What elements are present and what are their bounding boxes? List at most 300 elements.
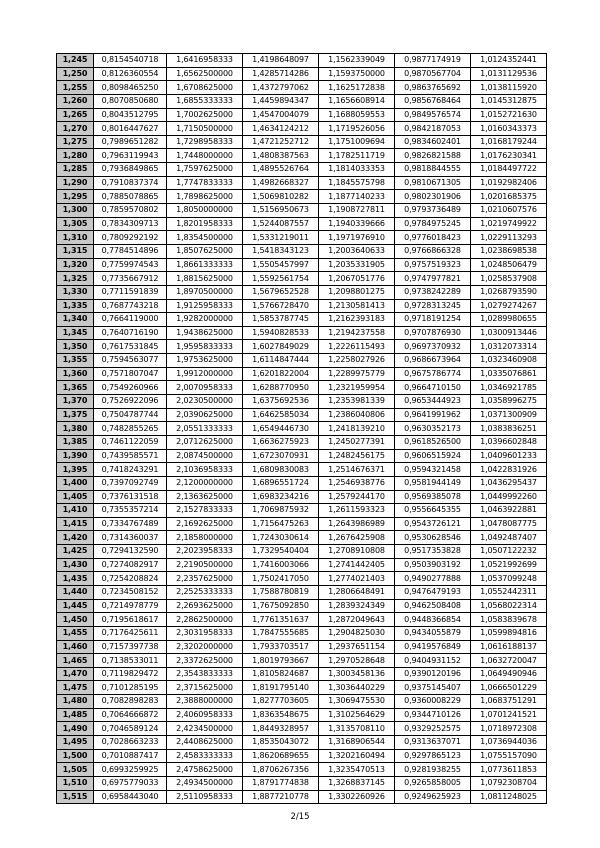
table-cell: 0,7355357214 <box>94 504 167 518</box>
table-cell: 1,0507122232 <box>471 545 547 559</box>
table-cell: 1,5505457997 <box>243 258 319 272</box>
table-cell: 2,0390625000 <box>167 408 243 422</box>
table-cell: 0,9543726121 <box>395 517 471 531</box>
table-cell: 1,4372797062 <box>243 81 319 95</box>
table-cell: 0,7439585571 <box>94 449 167 463</box>
table-cell: 1,9125958333 <box>167 299 243 313</box>
table-cell: 1,3302260926 <box>319 790 395 804</box>
table-row <box>57 395 547 409</box>
table-cell: 1,0422831926 <box>471 463 547 477</box>
table-row <box>57 367 547 381</box>
table-cell: 1,2676425908 <box>319 531 395 545</box>
table-cell: 1,1814033353 <box>319 163 395 177</box>
table-cell: 1,3235470513 <box>319 763 395 777</box>
table-cell: 1,2003640633 <box>319 244 395 258</box>
table-row <box>57 231 547 245</box>
table-row <box>57 626 547 640</box>
table-cell: 1,8191795140 <box>243 681 319 695</box>
table-cell: 1,0521992699 <box>471 558 547 572</box>
table-cell: 0,9517353828 <box>395 545 471 559</box>
table-cell: 2,2023958333 <box>167 545 243 559</box>
table-row <box>57 190 547 204</box>
table-cell: 1,7502417050 <box>243 572 319 586</box>
table-cell: 1,2806648491 <box>319 585 395 599</box>
table-cell: 0,7461122059 <box>94 435 167 449</box>
table-cell: 0,9476479193 <box>395 585 471 599</box>
table-cell: 1,8706267356 <box>243 763 319 777</box>
table-cell: 1,0396602848 <box>471 435 547 449</box>
table-row <box>57 54 547 68</box>
table-row <box>57 408 547 422</box>
row-key-cell: 1,285 <box>57 163 94 177</box>
table-cell: 0,9344710126 <box>395 708 471 722</box>
table-cell: 1,2708910808 <box>319 545 395 559</box>
table-cell: 1,2450277391 <box>319 435 395 449</box>
table-cell: 1,7898625000 <box>167 190 243 204</box>
table-cell: 1,4547004079 <box>243 108 319 122</box>
table-cell: 0,9653444923 <box>395 395 471 409</box>
table-row <box>57 640 547 654</box>
table-cell: 1,2482456175 <box>319 449 395 463</box>
table-cell: 1,0145312875 <box>471 94 547 108</box>
table-cell: 1,0335076861 <box>471 367 547 381</box>
table-cell: 0,9581944149 <box>395 476 471 490</box>
table-row <box>57 763 547 777</box>
table-cell: 0,9630352173 <box>395 422 471 436</box>
table-cell: 1,0492487407 <box>471 531 547 545</box>
table-cell: 1,3069475530 <box>319 695 395 709</box>
table-row <box>57 776 547 790</box>
row-key-cell: 1,375 <box>57 408 94 422</box>
table-cell: 1,2226115493 <box>319 340 395 354</box>
table-cell: 1,2353981339 <box>319 395 395 409</box>
row-key-cell: 1,390 <box>57 449 94 463</box>
table-cell: 0,9766866328 <box>395 244 471 258</box>
table-cell: 0,7859570802 <box>94 204 167 218</box>
row-key-cell: 1,255 <box>57 81 94 95</box>
row-key-cell: 1,405 <box>57 490 94 504</box>
table-cell: 0,7936849865 <box>94 163 167 177</box>
table-row <box>57 258 547 272</box>
table-cell: 0,7010887417 <box>94 749 167 763</box>
row-key-cell: 1,365 <box>57 381 94 395</box>
row-key-cell: 1,340 <box>57 313 94 327</box>
row-key-cell: 1,310 <box>57 231 94 245</box>
table-cell: 1,2289975779 <box>319 367 395 381</box>
table-cell: 1,7156475263 <box>243 517 319 531</box>
table-cell: 1,0323460908 <box>471 354 547 368</box>
table-cell: 1,0755157090 <box>471 749 547 763</box>
row-key-cell: 1,475 <box>57 681 94 695</box>
table-cell: 2,3715625000 <box>167 681 243 695</box>
table-cell: 1,0219749922 <box>471 217 547 231</box>
table-cell: 1,0300913446 <box>471 326 547 340</box>
table-cell: 1,0701241521 <box>471 708 547 722</box>
table-cell: 1,7847555685 <box>243 626 319 640</box>
table-cell: 1,8449328957 <box>243 722 319 736</box>
table-row <box>57 517 547 531</box>
table-cell: 0,9618526500 <box>395 435 471 449</box>
table-cell: 0,9802301906 <box>395 190 471 204</box>
table-cell: 0,9265858005 <box>395 776 471 790</box>
row-key-cell: 1,435 <box>57 572 94 586</box>
row-key-cell: 1,450 <box>57 613 94 627</box>
table-cell: 1,0736944036 <box>471 736 547 750</box>
table-cell: 0,9793736489 <box>395 204 471 218</box>
table-cell: 1,8535043072 <box>243 736 319 750</box>
table-cell: 0,7119829472 <box>94 667 167 681</box>
table-cell: 1,6723070931 <box>243 449 319 463</box>
table-cell: 1,0138115920 <box>471 81 547 95</box>
table-cell: 1,2546938776 <box>319 476 395 490</box>
table-row <box>57 67 547 81</box>
table-cell: 0,9462508408 <box>395 599 471 613</box>
table-cell: 1,6027849029 <box>243 340 319 354</box>
table-cell: 1,1940339666 <box>319 217 395 231</box>
table-cell: 0,6958443040 <box>94 790 167 804</box>
table-cell: 0,7594563077 <box>94 354 167 368</box>
table-cell: 0,9818844555 <box>395 163 471 177</box>
table-cell: 0,9329252575 <box>395 722 471 736</box>
table-cell: 1,7448000000 <box>167 149 243 163</box>
table-cell: 2,1692625000 <box>167 517 243 531</box>
table-cell: 1,0436295437 <box>471 476 547 490</box>
table-cell: 1,6809830083 <box>243 463 319 477</box>
table-row <box>57 272 547 286</box>
data-table <box>56 53 547 804</box>
row-key-cell: 1,335 <box>57 299 94 313</box>
row-key-cell: 1,395 <box>57 463 94 477</box>
table-cell: 2,3202000000 <box>167 640 243 654</box>
table-cell: 1,2643986989 <box>319 517 395 531</box>
table-cell: 2,4934500000 <box>167 776 243 790</box>
table-cell: 1,8970500000 <box>167 285 243 299</box>
table-cell: 1,2872049643 <box>319 613 395 627</box>
table-cell: 1,1845575798 <box>319 176 395 190</box>
table-cell: 0,7711591839 <box>94 285 167 299</box>
table-cell: 2,0070958333 <box>167 381 243 395</box>
table-row <box>57 108 547 122</box>
row-key-cell: 1,345 <box>57 326 94 340</box>
row-key-cell: 1,270 <box>57 122 94 136</box>
table-cell: 1,2611593323 <box>319 504 395 518</box>
table-cell: 1,2386040806 <box>319 408 395 422</box>
table-cell: 1,7298958333 <box>167 135 243 149</box>
table-cell: 1,0792308704 <box>471 776 547 790</box>
table-cell: 1,0718972308 <box>471 722 547 736</box>
row-key-cell: 1,245 <box>57 54 94 68</box>
table-cell: 1,5940828533 <box>243 326 319 340</box>
table-cell: 0,9697370932 <box>395 340 471 354</box>
table-row <box>57 667 547 681</box>
table-cell: 1,0358996275 <box>471 395 547 409</box>
table-cell: 0,7234508152 <box>94 585 167 599</box>
table-cell: 1,5418343123 <box>243 244 319 258</box>
table-row <box>57 340 547 354</box>
table-cell: 2,3543833333 <box>167 667 243 681</box>
table-cell: 1,5853787745 <box>243 313 319 327</box>
table-row <box>57 708 547 722</box>
table-cell: 2,2693625000 <box>167 599 243 613</box>
table-cell: 1,0176230341 <box>471 149 547 163</box>
table-cell: 0,9664710150 <box>395 381 471 395</box>
table-cell: 1,8363548675 <box>243 708 319 722</box>
table-cell: 2,0230500000 <box>167 395 243 409</box>
table-cell: 1,1562339049 <box>319 54 395 68</box>
table-cell: 1,0248506479 <box>471 258 547 272</box>
table-cell: 1,7747833333 <box>167 176 243 190</box>
table-cell: 1,6288770950 <box>243 381 319 395</box>
table-cell: 1,4982668327 <box>243 176 319 190</box>
table-cell: 1,2194237558 <box>319 326 395 340</box>
table-cell: 1,7933703517 <box>243 640 319 654</box>
table-cell: 1,7069875932 <box>243 504 319 518</box>
row-key-cell: 1,425 <box>57 545 94 559</box>
table-cell: 0,7101285195 <box>94 681 167 695</box>
table-cell: 1,0184497722 <box>471 163 547 177</box>
table-cell: 1,0773611853 <box>471 763 547 777</box>
table-cell: 1,8815625000 <box>167 272 243 286</box>
table-cell: 1,3268837145 <box>319 776 395 790</box>
row-key-cell: 1,295 <box>57 190 94 204</box>
table-cell: 1,0449992260 <box>471 490 547 504</box>
table-row <box>57 381 547 395</box>
table-row <box>57 163 547 177</box>
table-cell: 1,6562500000 <box>167 67 243 81</box>
table-cell: 0,7504787744 <box>94 408 167 422</box>
table-cell: 0,9297865123 <box>395 749 471 763</box>
table-row <box>57 313 547 327</box>
table-cell: 1,0666501229 <box>471 681 547 695</box>
table-cell: 2,0712625000 <box>167 435 243 449</box>
row-key-cell: 1,360 <box>57 367 94 381</box>
table-cell: 1,2035331905 <box>319 258 395 272</box>
table-cell: 1,1656608914 <box>319 94 395 108</box>
table-cell: 1,0131129536 <box>471 67 547 81</box>
table-cell: 0,9641991962 <box>395 408 471 422</box>
table-row <box>57 176 547 190</box>
table-row <box>57 490 547 504</box>
row-key-cell: 1,275 <box>57 135 94 149</box>
table-cell: 1,7329540404 <box>243 545 319 559</box>
table-cell: 0,6993259925 <box>94 763 167 777</box>
table-cell: 1,2904825030 <box>319 626 395 640</box>
table-cell: 1,9595833333 <box>167 340 243 354</box>
table-cell: 1,8050000000 <box>167 204 243 218</box>
table-cell: 1,0649490946 <box>471 667 547 681</box>
table-cell: 2,3888000000 <box>167 695 243 709</box>
row-key-cell: 1,330 <box>57 285 94 299</box>
table-cell: 1,4721252712 <box>243 135 319 149</box>
table-cell: 1,7597625000 <box>167 163 243 177</box>
table-cell: 0,7397092749 <box>94 476 167 490</box>
table-row <box>57 435 547 449</box>
table-cell: 0,9826821588 <box>395 149 471 163</box>
table-cell: 1,8277703605 <box>243 695 319 709</box>
row-key-cell: 1,485 <box>57 708 94 722</box>
table-cell: 1,3036440229 <box>319 681 395 695</box>
row-key-cell: 1,455 <box>57 626 94 640</box>
table-cell: 0,9375145407 <box>395 681 471 695</box>
table-cell: 1,0258537908 <box>471 272 547 286</box>
table-cell: 0,7064666872 <box>94 708 167 722</box>
table-cell: 0,7834309713 <box>94 217 167 231</box>
table-cell: 1,3102564629 <box>319 708 395 722</box>
table-cell: 0,7809292192 <box>94 231 167 245</box>
table-cell: 1,2579244170 <box>319 490 395 504</box>
table-cell: 1,0229113293 <box>471 231 547 245</box>
table-cell: 1,6855333333 <box>167 94 243 108</box>
table-row <box>57 572 547 586</box>
table-cell: 1,7675092850 <box>243 599 319 613</box>
row-key-cell: 1,325 <box>57 272 94 286</box>
table-cell: 0,9842187053 <box>395 122 471 136</box>
table-cell: 1,1625172838 <box>319 81 395 95</box>
row-key-cell: 1,355 <box>57 354 94 368</box>
table-cell: 1,2130581413 <box>319 299 395 313</box>
table-cell: 2,0551333333 <box>167 422 243 436</box>
row-key-cell: 1,410 <box>57 504 94 518</box>
table-row <box>57 326 547 340</box>
row-key-cell: 1,300 <box>57 204 94 218</box>
table-cell: 1,1782511719 <box>319 149 395 163</box>
row-key-cell: 1,445 <box>57 599 94 613</box>
table-cell: 1,5244087557 <box>243 217 319 231</box>
table-cell: 1,8791774838 <box>243 776 319 790</box>
table-cell: 2,0874500000 <box>167 449 243 463</box>
table-row <box>57 204 547 218</box>
table-cell: 0,9757519323 <box>395 258 471 272</box>
table-cell: 1,3168906544 <box>319 736 395 750</box>
table-cell: 1,8661333333 <box>167 258 243 272</box>
table-row <box>57 749 547 763</box>
table-cell: 1,9438625000 <box>167 326 243 340</box>
table-cell: 1,2937651154 <box>319 640 395 654</box>
table-cell: 0,9569385078 <box>395 490 471 504</box>
table-cell: 0,7254208824 <box>94 572 167 586</box>
table-cell: 0,9434055879 <box>395 626 471 640</box>
table-cell: 0,7571807047 <box>94 367 167 381</box>
table-cell: 1,2418139210 <box>319 422 395 436</box>
table-row <box>57 790 547 804</box>
table-cell: 1,3135708110 <box>319 722 395 736</box>
table-cell: 0,9870567704 <box>395 67 471 81</box>
row-key-cell: 1,465 <box>57 654 94 668</box>
row-key-cell: 1,380 <box>57 422 94 436</box>
row-key-cell: 1,305 <box>57 217 94 231</box>
row-key-cell: 1,460 <box>57 640 94 654</box>
table-cell: 1,4808387563 <box>243 149 319 163</box>
table-cell: 1,1751009694 <box>319 135 395 149</box>
table-cell: 2,4060958333 <box>167 708 243 722</box>
table-row <box>57 122 547 136</box>
table-cell: 1,2774021403 <box>319 572 395 586</box>
table-cell: 0,9738242289 <box>395 285 471 299</box>
table-cell: 1,5069810282 <box>243 190 319 204</box>
row-key-cell: 1,315 <box>57 244 94 258</box>
table-row <box>57 217 547 231</box>
table-cell: 2,4583333333 <box>167 749 243 763</box>
row-key-cell: 1,320 <box>57 258 94 272</box>
table-cell: 1,5156950673 <box>243 204 319 218</box>
table-cell: 1,0409601233 <box>471 449 547 463</box>
table-cell: 0,7784514896 <box>94 244 167 258</box>
row-key-cell: 1,265 <box>57 108 94 122</box>
row-key-cell: 1,515 <box>57 790 94 804</box>
table-cell: 0,8070850680 <box>94 94 167 108</box>
table-cell: 1,7150500000 <box>167 122 243 136</box>
table-cell: 0,7989651282 <box>94 135 167 149</box>
row-key-cell: 1,250 <box>57 67 94 81</box>
row-key-cell: 1,495 <box>57 736 94 750</box>
table-cell: 1,8877210778 <box>243 790 319 804</box>
table-cell: 1,0238698538 <box>471 244 547 258</box>
table-cell: 0,7664119000 <box>94 313 167 327</box>
table-cell: 1,5766728470 <box>243 299 319 313</box>
table-cell: 0,9747977821 <box>395 272 471 286</box>
table-cell: 0,8154540718 <box>94 54 167 68</box>
table-row <box>57 722 547 736</box>
row-key-cell: 1,510 <box>57 776 94 790</box>
table-cell: 1,8620689655 <box>243 749 319 763</box>
table-cell: 2,1527833333 <box>167 504 243 518</box>
table-row <box>57 558 547 572</box>
row-key-cell: 1,430 <box>57 558 94 572</box>
table-cell: 1,0201685375 <box>471 190 547 204</box>
table-cell: 1,0346921785 <box>471 381 547 395</box>
row-key-cell: 1,470 <box>57 667 94 681</box>
table-cell: 0,9606515924 <box>395 449 471 463</box>
table-cell: 1,1593750000 <box>319 67 395 81</box>
table-cell: 0,7549260966 <box>94 381 167 395</box>
table-row <box>57 135 547 149</box>
table-cell: 1,6462585034 <box>243 408 319 422</box>
table-cell: 0,9556645355 <box>395 504 471 518</box>
table-cell: 0,9718191254 <box>395 313 471 327</box>
table-row <box>57 285 547 299</box>
table-cell: 0,7885078865 <box>94 190 167 204</box>
row-key-cell: 1,500 <box>57 749 94 763</box>
table-row <box>57 476 547 490</box>
table-cell: 1,0616188137 <box>471 640 547 654</box>
table-row <box>57 244 547 258</box>
table-row <box>57 681 547 695</box>
table-cell: 0,9707876930 <box>395 326 471 340</box>
row-key-cell: 1,420 <box>57 531 94 545</box>
table-cell: 0,7526922096 <box>94 395 167 409</box>
table-cell: 1,0463922881 <box>471 504 547 518</box>
table-cell: 2,3031958333 <box>167 626 243 640</box>
table-row <box>57 531 547 545</box>
table-cell: 0,9856768464 <box>395 94 471 108</box>
table-cell: 0,8126360554 <box>94 67 167 81</box>
table-row <box>57 599 547 613</box>
table-cell: 1,1719526056 <box>319 122 395 136</box>
table-cell: 1,8507625000 <box>167 244 243 258</box>
table-cell: 0,9810671305 <box>395 176 471 190</box>
table-cell: 0,9594321458 <box>395 463 471 477</box>
table-cell: 0,7214978779 <box>94 599 167 613</box>
table-row <box>57 463 547 477</box>
row-key-cell: 1,415 <box>57 517 94 531</box>
table-cell: 1,6549446730 <box>243 422 319 436</box>
table-cell: 0,9776018423 <box>395 231 471 245</box>
table-cell: 1,9753625000 <box>167 354 243 368</box>
table-cell: 0,9675786774 <box>395 367 471 381</box>
table-cell: 1,1971976910 <box>319 231 395 245</box>
table-row <box>57 504 547 518</box>
table-cell: 1,0371300909 <box>471 408 547 422</box>
